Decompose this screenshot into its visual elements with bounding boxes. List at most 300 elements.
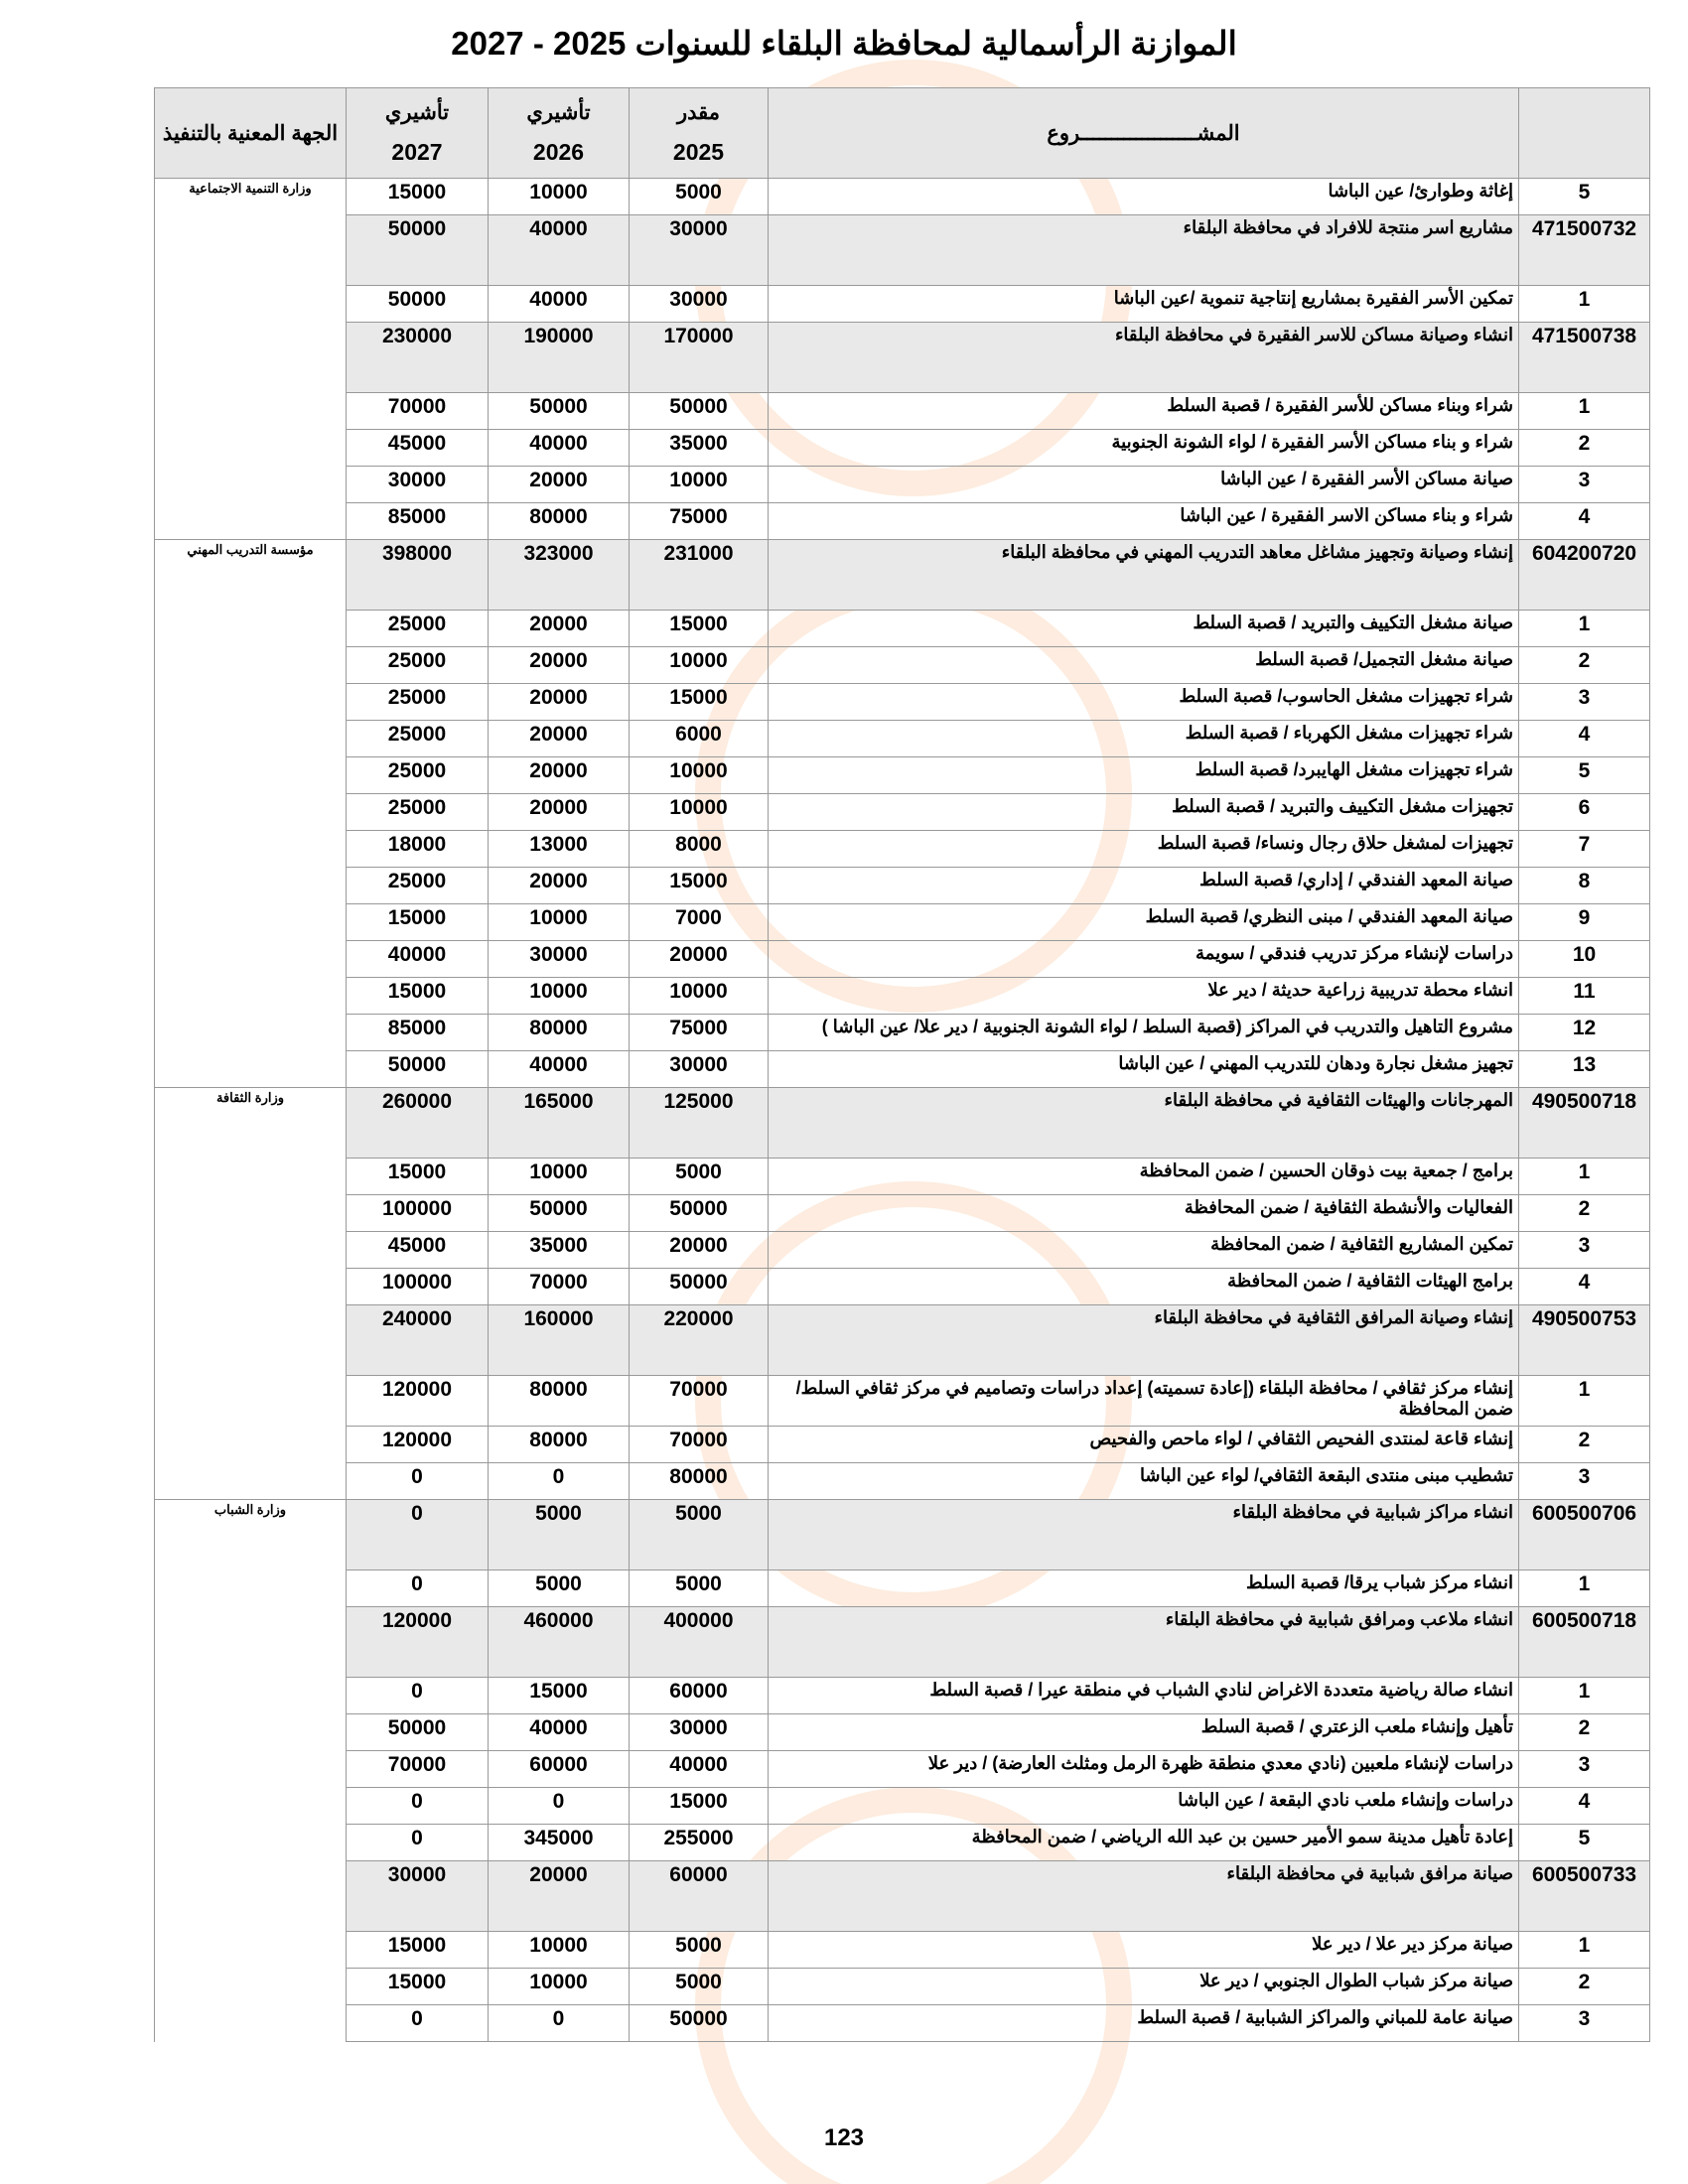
project-code: 1 [1519, 1570, 1650, 1607]
value-2026: 20000 [489, 868, 630, 904]
ministry-cell [155, 286, 347, 323]
table-row [155, 1678, 1650, 1714]
value-2025: 255000 [630, 1825, 769, 1861]
project-name: صيانة عامة للمباني والمراكز الشبابية / قصبة السلط [769, 2005, 1519, 2042]
project-name: إغاثة وطوارئ/ عين الباشا [769, 179, 1519, 215]
value-2026: 13000 [489, 831, 630, 868]
value-2025: 10000 [630, 794, 769, 831]
value-2027: 15000 [347, 1969, 489, 2005]
project-name: انشاء وصيانة مساكن للاسر الفقيرة في محافظة البلقاء [769, 323, 1519, 393]
value-2025: 75000 [630, 1015, 769, 1051]
project-code: 8 [1519, 868, 1650, 904]
project-code: 9 [1519, 904, 1650, 941]
value-2025: 5000 [630, 1570, 769, 1607]
value-2025: 60000 [630, 1678, 769, 1714]
value-2025: 35000 [630, 430, 769, 467]
project-code: 3 [1519, 1463, 1650, 1500]
table-row [155, 684, 1650, 721]
value-2026: 70000 [489, 1269, 630, 1305]
value-2027: 25000 [347, 721, 489, 757]
value-2026: 40000 [489, 286, 630, 323]
value-2026: 10000 [489, 1932, 630, 1969]
value-2026: 50000 [489, 1195, 630, 1232]
ministry-cell: وزارة التنمية الاجتماعية [155, 179, 347, 215]
table-row [155, 1195, 1650, 1232]
value-2026: 0 [489, 2005, 630, 2042]
value-2025: 400000 [630, 1607, 769, 1678]
project-name: شراء تجهيزات مشغل الهايبرد/ قصبة السلط [769, 757, 1519, 794]
project-name: صيانة مركز دير علا / دير علا [769, 1932, 1519, 1969]
value-2027: 0 [347, 1463, 489, 1500]
value-2026: 190000 [489, 323, 630, 393]
table-row [155, 647, 1650, 684]
ministry-cell [155, 721, 347, 757]
value-2026: 460000 [489, 1607, 630, 1678]
value-2027: 120000 [347, 1607, 489, 1678]
value-2027: 30000 [347, 467, 489, 503]
ministry-cell [155, 1232, 347, 1269]
value-2026: 20000 [489, 1861, 630, 1932]
project-name: مشروع التاهيل والتدريب في المراكز (قصبة السلط / لواء الشونة الجنوبية / دير علا/ عين الباشا ) [769, 1015, 1519, 1051]
table-row [155, 1969, 1650, 2005]
table-row [155, 1570, 1650, 1607]
table-row [155, 1232, 1650, 1269]
project-name: صيانة مشغل التجميل/ قصبة السلط [769, 647, 1519, 684]
project-code: 2 [1519, 1714, 1650, 1751]
project-code: 5 [1519, 179, 1650, 215]
project-code: 2 [1519, 1195, 1650, 1232]
table-row [155, 503, 1650, 540]
value-2026: 50000 [489, 393, 630, 430]
project-name: إنشاء مركز ثقافي / محافظة البلقاء (إعادة تسميته) إعداد دراسات وتصاميم في مركز ثقافي السلط/ ضمن المحافظة [769, 1376, 1519, 1427]
value-2025: 8000 [630, 831, 769, 868]
project-code: 1 [1519, 286, 1650, 323]
value-2026: 10000 [489, 1969, 630, 2005]
ministry-cell [155, 1269, 347, 1305]
value-2027: 25000 [347, 794, 489, 831]
ministry-cell [155, 757, 347, 794]
value-2026: 80000 [489, 1015, 630, 1051]
project-name: شراء و بناء مساكن الأسر الفقيرة / لواء الشونة الجنوبية [769, 430, 1519, 467]
ministry-cell [155, 215, 347, 286]
project-name: المهرجانات والهيئات الثقافية في محافظة البلقاء [769, 1088, 1519, 1159]
ministry-cell [155, 904, 347, 941]
ministry-cell [155, 1969, 347, 2005]
project-code: 10 [1519, 941, 1650, 978]
table-row [155, 721, 1650, 757]
ministry-cell [155, 393, 347, 430]
ministry-cell [155, 1607, 347, 1678]
project-name: إعادة تأهيل مدينة سمو الأمير حسين بن عبد الله الرياضي / ضمن المحافظة [769, 1825, 1519, 1861]
table-row [155, 978, 1650, 1015]
value-2027: 398000 [347, 540, 489, 611]
value-2027: 40000 [347, 941, 489, 978]
value-2027: 45000 [347, 1232, 489, 1269]
project-code: 490500718 [1519, 1088, 1650, 1159]
value-2026: 5000 [489, 1570, 630, 1607]
project-code: 471500732 [1519, 215, 1650, 286]
value-2027: 70000 [347, 1751, 489, 1788]
value-2025: 30000 [630, 1051, 769, 1088]
project-name: صيانة مركز شباب الطوال الجنوبي / دير علا [769, 1969, 1519, 2005]
project-code: 1 [1519, 1678, 1650, 1714]
ministry-cell [155, 978, 347, 1015]
header-2025: مقدر 2025 [630, 88, 769, 179]
value-2025: 30000 [630, 215, 769, 286]
value-2025: 40000 [630, 1751, 769, 1788]
project-code: 490500753 [1519, 1305, 1650, 1376]
value-2025: 5000 [630, 179, 769, 215]
value-2026: 80000 [489, 1427, 630, 1463]
value-2025: 70000 [630, 1376, 769, 1427]
value-2027: 100000 [347, 1269, 489, 1305]
project-code: 3 [1519, 1751, 1650, 1788]
table-row [155, 831, 1650, 868]
project-code: 13 [1519, 1051, 1650, 1088]
project-code: 1 [1519, 611, 1650, 647]
project-code: 1 [1519, 1376, 1650, 1427]
program-row [155, 1861, 1650, 1932]
project-name: تجهيزات مشغل التكييف والتبريد / قصبة السلط [769, 794, 1519, 831]
ministry-cell [155, 1159, 347, 1195]
value-2025: 10000 [630, 757, 769, 794]
table-header [155, 88, 1650, 179]
value-2025: 6000 [630, 721, 769, 757]
table-row [155, 1269, 1650, 1305]
project-code: 4 [1519, 1788, 1650, 1825]
project-code: 11 [1519, 978, 1650, 1015]
ministry-cell [155, 1678, 347, 1714]
project-code: 2 [1519, 430, 1650, 467]
header-code [1519, 88, 1650, 179]
table-row [155, 1788, 1650, 1825]
project-name: تمكين الأسر الفقيرة بمشاريع إنتاجية تنموية /عين الباشا [769, 286, 1519, 323]
ministry-cell [155, 1195, 347, 1232]
value-2026: 0 [489, 1463, 630, 1500]
value-2027: 50000 [347, 286, 489, 323]
project-code: 3 [1519, 467, 1650, 503]
value-2026: 20000 [489, 684, 630, 721]
project-code: 471500738 [1519, 323, 1650, 393]
value-2026: 10000 [489, 904, 630, 941]
ministry-cell: وزارة الشباب [155, 1500, 347, 1570]
project-code: 3 [1519, 2005, 1650, 2042]
project-code: 3 [1519, 684, 1650, 721]
value-2026: 60000 [489, 1751, 630, 1788]
value-2026: 10000 [489, 179, 630, 215]
value-2026: 10000 [489, 1159, 630, 1195]
ministry-cell [155, 794, 347, 831]
ministry-cell [155, 684, 347, 721]
ministry-cell [155, 1305, 347, 1376]
value-2026: 5000 [489, 1500, 630, 1570]
value-2026: 30000 [489, 941, 630, 978]
project-name: برامج / جمعية بيت ذوقان الحسين / ضمن المحافظة [769, 1159, 1519, 1195]
value-2027: 45000 [347, 430, 489, 467]
table-row [155, 868, 1650, 904]
ministry-cell [155, 430, 347, 467]
header-ministry: الجهة المعنية بالتنفيذ [155, 88, 347, 179]
project-code: 2 [1519, 1969, 1650, 2005]
table-row [155, 179, 1650, 215]
project-code: 5 [1519, 757, 1650, 794]
program-row [155, 1305, 1650, 1376]
project-name: صيانة المعهد الفندقي / مبنى النظري/ قصبة السلط [769, 904, 1519, 941]
value-2027: 240000 [347, 1305, 489, 1376]
project-name: شراء و بناء مساكن الاسر الفقيرة / عين الباشا [769, 503, 1519, 540]
value-2026: 20000 [489, 647, 630, 684]
header-project: المشـــــــــــــــــــروع [769, 88, 1519, 179]
project-name: شراء تجهيزات مشغل الكهرباء / قصبة السلط [769, 721, 1519, 757]
value-2027: 15000 [347, 978, 489, 1015]
project-name: تجهيزات لمشغل حلاق رجال ونساء/ قصبة السلط [769, 831, 1519, 868]
value-2027: 230000 [347, 323, 489, 393]
page-title: الموازنة الرأسمالية لمحافظة البلقاء للسنوات 2025 - 2027 [451, 25, 1237, 62]
value-2025: 5000 [630, 1969, 769, 2005]
value-2026: 0 [489, 1788, 630, 1825]
value-2025: 60000 [630, 1861, 769, 1932]
value-2025: 75000 [630, 503, 769, 540]
value-2027: 85000 [347, 1015, 489, 1051]
value-2026: 40000 [489, 1714, 630, 1751]
program-row [155, 540, 1650, 611]
value-2027: 25000 [347, 611, 489, 647]
project-name: مشاريع اسر منتجة للافراد في محافظة البلقاء [769, 215, 1519, 286]
ministry-cell [155, 503, 347, 540]
project-code: 2 [1519, 1427, 1650, 1463]
value-2026: 20000 [489, 611, 630, 647]
ministry-cell [155, 831, 347, 868]
table-row [155, 611, 1650, 647]
value-2027: 120000 [347, 1376, 489, 1427]
table-row [155, 1051, 1650, 1088]
value-2026: 40000 [489, 430, 630, 467]
project-code: 5 [1519, 1825, 1650, 1861]
value-2027: 25000 [347, 757, 489, 794]
value-2026: 20000 [489, 721, 630, 757]
value-2027: 15000 [347, 1932, 489, 1969]
value-2027: 0 [347, 2005, 489, 2042]
header-2026: تأشيري 2026 [489, 88, 630, 179]
value-2027: 25000 [347, 647, 489, 684]
ministry-cell [155, 647, 347, 684]
program-row [155, 1088, 1650, 1159]
project-name: شراء تجهيزات مشغل الحاسوب/ قصبة السلط [769, 684, 1519, 721]
value-2026: 20000 [489, 757, 630, 794]
ministry-cell [155, 1463, 347, 1500]
value-2025: 20000 [630, 1232, 769, 1269]
project-name: الفعاليات والأنشطة الثقافية / ضمن المحافظة [769, 1195, 1519, 1232]
value-2025: 10000 [630, 647, 769, 684]
project-code: 600500706 [1519, 1500, 1650, 1570]
value-2025: 15000 [630, 868, 769, 904]
value-2025: 10000 [630, 467, 769, 503]
value-2027: 15000 [347, 1159, 489, 1195]
project-code: 3 [1519, 1232, 1650, 1269]
header-2027: تأشيري 2027 [347, 88, 489, 179]
budget-table [154, 87, 1650, 2042]
ministry-cell [155, 1051, 347, 1088]
project-name: تجهيز مشغل نجارة ودهان للتدريب المهني / عين الباشا [769, 1051, 1519, 1088]
value-2027: 0 [347, 1678, 489, 1714]
project-code: 1 [1519, 393, 1650, 430]
value-2027: 260000 [347, 1088, 489, 1159]
value-2027: 85000 [347, 503, 489, 540]
program-row [155, 215, 1650, 286]
project-name: انشاء ملاعب ومرافق شبابية في محافظة البلقاء [769, 1607, 1519, 1678]
value-2025: 80000 [630, 1463, 769, 1500]
ministry-cell [155, 1788, 347, 1825]
value-2025: 70000 [630, 1427, 769, 1463]
project-code: 604200720 [1519, 540, 1650, 611]
value-2025: 50000 [630, 1269, 769, 1305]
value-2026: 165000 [489, 1088, 630, 1159]
value-2025: 170000 [630, 323, 769, 393]
ministry-cell [155, 1751, 347, 1788]
ministry-cell: وزارة الثقافة [155, 1088, 347, 1159]
table-row [155, 1751, 1650, 1788]
table-row [155, 1427, 1650, 1463]
value-2025: 15000 [630, 1788, 769, 1825]
table-row [155, 467, 1650, 503]
ministry-cell: مؤسسة التدريب المهني [155, 540, 347, 611]
ministry-cell [155, 611, 347, 647]
project-name: تأهيل وإنشاء ملعب الزعتري / قصبة السلط [769, 1714, 1519, 1751]
table-row [155, 2005, 1650, 2042]
ministry-cell [155, 1427, 347, 1463]
value-2027: 120000 [347, 1427, 489, 1463]
value-2026: 35000 [489, 1232, 630, 1269]
project-name: صيانة مرافق شبابية في محافظة البلقاء [769, 1861, 1519, 1932]
table-row [155, 1825, 1650, 1861]
project-name: صيانة المعهد الفندقي / إداري/ قصبة السلط [769, 868, 1519, 904]
table-row [155, 1159, 1650, 1195]
project-code: 6 [1519, 794, 1650, 831]
value-2026: 40000 [489, 215, 630, 286]
project-name: انشاء مراكز شبابية في محافظة البلقاء [769, 1500, 1519, 1570]
project-name: شراء وبناء مساكن للأسر الفقيرة / قصبة السلط [769, 393, 1519, 430]
ministry-cell [155, 467, 347, 503]
table-row [155, 1714, 1650, 1751]
value-2025: 5000 [630, 1932, 769, 1969]
value-2025: 50000 [630, 393, 769, 430]
value-2025: 30000 [630, 1714, 769, 1751]
ministry-cell [155, 1570, 347, 1607]
ministry-cell [155, 1714, 347, 1751]
value-2026: 80000 [489, 1376, 630, 1427]
program-row [155, 1607, 1650, 1678]
value-2027: 50000 [347, 1714, 489, 1751]
project-code: 12 [1519, 1015, 1650, 1051]
ministry-cell [155, 1376, 347, 1427]
ministry-cell [155, 1015, 347, 1051]
value-2026: 323000 [489, 540, 630, 611]
value-2027: 25000 [347, 684, 489, 721]
project-name: تمكين المشاريع الثقافية / ضمن المحافظة [769, 1232, 1519, 1269]
project-name: انشاء محطة تدريبية زراعية حديثة / دير علا [769, 978, 1519, 1015]
value-2025: 5000 [630, 1159, 769, 1195]
value-2027: 0 [347, 1500, 489, 1570]
table-row [155, 1015, 1650, 1051]
value-2026: 40000 [489, 1051, 630, 1088]
project-name: إنشاء وصيانة وتجهيز مشاغل معاهد التدريب المهني في محافظة البلقاء [769, 540, 1519, 611]
project-code: 4 [1519, 1269, 1650, 1305]
ministry-cell [155, 2005, 347, 2042]
value-2027: 15000 [347, 904, 489, 941]
value-2025: 231000 [630, 540, 769, 611]
page-number: 123 [823, 2124, 865, 2151]
project-code: 4 [1519, 503, 1650, 540]
value-2026: 20000 [489, 794, 630, 831]
program-row [155, 1500, 1650, 1570]
project-code: 600500718 [1519, 1607, 1650, 1678]
project-name: برامج الهيئات الثقافية / ضمن المحافظة [769, 1269, 1519, 1305]
table-row [155, 393, 1650, 430]
table-row [155, 1463, 1650, 1500]
ministry-cell [155, 1825, 347, 1861]
table-row [155, 757, 1650, 794]
value-2027: 0 [347, 1570, 489, 1607]
value-2025: 7000 [630, 904, 769, 941]
value-2025: 15000 [630, 611, 769, 647]
project-name: إنشاء قاعة لمنتدى الفحيص الثقافي / لواء ماحص والفحيص [769, 1427, 1519, 1463]
table-row [155, 430, 1650, 467]
table-row [155, 286, 1650, 323]
value-2025: 50000 [630, 2005, 769, 2042]
value-2026: 20000 [489, 467, 630, 503]
value-2025: 15000 [630, 684, 769, 721]
value-2027: 50000 [347, 1051, 489, 1088]
project-name: إنشاء وصيانة المرافق الثقافية في محافظة البلقاء [769, 1305, 1519, 1376]
value-2026: 160000 [489, 1305, 630, 1376]
project-name: دراسات لإنشاء مركز تدريب فندقي / سويمة [769, 941, 1519, 978]
project-code: 1 [1519, 1159, 1650, 1195]
project-name: دراسات لإنشاء ملعبين (نادي معدي منطقة ظهرة الرمل ومثلث العارضة) / دير علا [769, 1751, 1519, 1788]
value-2026: 10000 [489, 978, 630, 1015]
value-2025: 20000 [630, 941, 769, 978]
value-2027: 15000 [347, 179, 489, 215]
value-2025: 50000 [630, 1195, 769, 1232]
project-code: 600500733 [1519, 1861, 1650, 1932]
value-2026: 15000 [489, 1678, 630, 1714]
value-2027: 18000 [347, 831, 489, 868]
value-2027: 25000 [347, 868, 489, 904]
project-name: صيانة مساكن الأسر الفقيرة / عين الباشا [769, 467, 1519, 503]
project-code: 4 [1519, 721, 1650, 757]
project-code: 2 [1519, 647, 1650, 684]
ministry-cell [155, 868, 347, 904]
value-2027: 0 [347, 1825, 489, 1861]
value-2027: 70000 [347, 393, 489, 430]
value-2027: 30000 [347, 1861, 489, 1932]
project-code: 7 [1519, 831, 1650, 868]
value-2025: 30000 [630, 286, 769, 323]
value-2025: 5000 [630, 1500, 769, 1570]
ministry-cell [155, 1861, 347, 1932]
project-code: 1 [1519, 1932, 1650, 1969]
project-name: دراسات وإنشاء ملعب نادي البقعة / عين الباشا [769, 1788, 1519, 1825]
ministry-cell [155, 323, 347, 393]
value-2025: 10000 [630, 978, 769, 1015]
ministry-cell [155, 1932, 347, 1969]
project-name: صيانة مشغل التكييف والتبريد / قصبة السلط [769, 611, 1519, 647]
project-name: تشطيب مبنى منتدى البقعة الثقافي/ لواء عين الباشا [769, 1463, 1519, 1500]
project-name: انشاء مركز شباب يرقا/ قصبة السلط [769, 1570, 1519, 1607]
table-row [155, 941, 1650, 978]
value-2025: 220000 [630, 1305, 769, 1376]
value-2027: 0 [347, 1788, 489, 1825]
value-2027: 50000 [347, 215, 489, 286]
